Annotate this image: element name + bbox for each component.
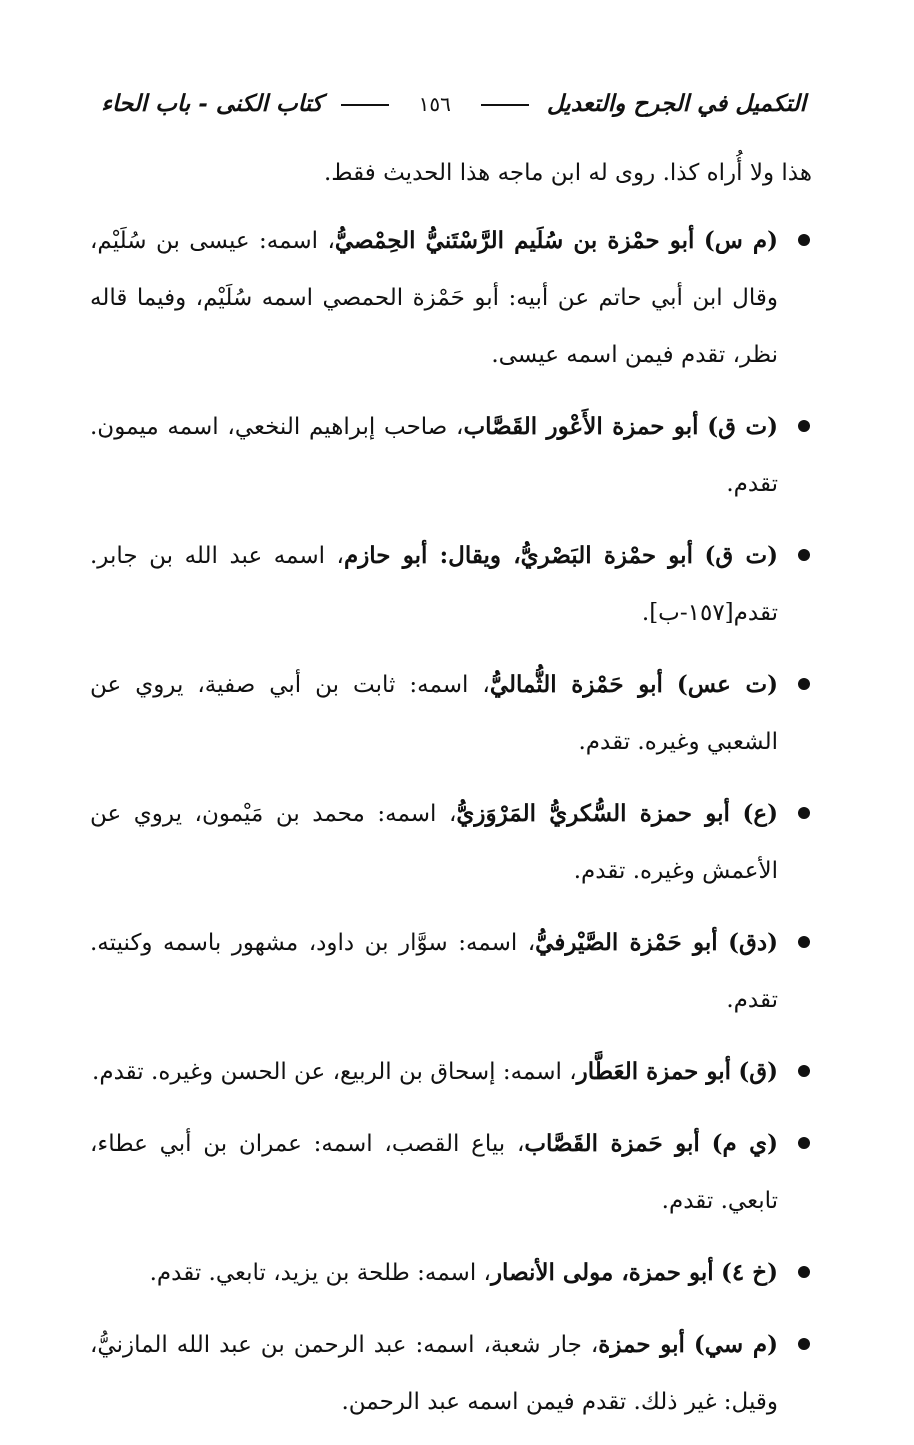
entry-name: أبو حَمزة القَصَّاب	[524, 1130, 700, 1157]
entry-codes: (ت ق)	[707, 413, 778, 440]
bullet-icon	[798, 807, 810, 819]
entry	[90, 656, 812, 771]
entry-name: أبو حمزة العَطَّار	[576, 1058, 732, 1085]
book-title: التكميل في الجرح والتعديل	[546, 90, 806, 117]
entry-text: ، اسمه: محمد بن مَيْمون، يروي عن الأعمش وغيره. تقدم.	[90, 801, 778, 884]
entry-name: أبو حمْزة بن سُلَيم الرَّسْتَنيُّ الحِمْصيُّ	[334, 227, 695, 254]
bullet-icon	[798, 1065, 810, 1077]
entry-codes: (دق)	[728, 929, 778, 956]
entry-text: ، اسمه: ثابت بن أبي صفية، يروي عن الشعبي وغيره. تقدم.	[90, 672, 778, 755]
entry-codes: (ي م)	[711, 1130, 779, 1157]
bullet-icon	[798, 420, 810, 432]
entry-codes: (م سي)	[693, 1331, 778, 1358]
entry	[90, 212, 812, 384]
bullet-icon	[798, 1338, 810, 1350]
entry-text: ، اسمه: عيسى بن سُلَيْم، وقال ابن أبي حاتم عن أبيه: أبو حَمْزة الحمصي اسمه سُلَيْم، وفيما قاله نظر، تقدم فيمن اسمه عيسى.	[90, 228, 778, 368]
entry	[90, 914, 812, 1029]
running-header	[101, 84, 806, 124]
intro-paragraph: هذا ولا أُراه كذا. روى له ابن ماجه هذا الحديث فقط.	[324, 160, 812, 186]
entry-text: ، اسمه عبد الله بن جابر. تقدم[١٥٧-ب].	[90, 543, 778, 626]
entry-codes: (ت ق)	[704, 542, 778, 569]
bullet-icon	[798, 1266, 810, 1278]
section-title: كتاب الكنى - باب الحاء	[101, 90, 323, 117]
entry-name: أبو حمزة	[598, 1331, 685, 1358]
entry	[90, 1043, 812, 1101]
entry	[90, 398, 812, 513]
header-dash-right	[481, 104, 529, 106]
entry-codes: (ع)	[742, 800, 778, 827]
entry-codes: (خ ٤)	[721, 1259, 778, 1286]
entry-text: ، جار شعبة، اسمه: عبد الرحمن بن عبد الله المازنيُّ، وقيل: غير ذلك. تقدم فيمن اسمه عبد الرحمن.	[90, 1332, 778, 1415]
entry-text: ، اسمه: إسحاق بن الربيع، عن الحسن وغيره. تقدم.	[92, 1059, 577, 1085]
bullet-icon	[798, 234, 810, 246]
entry	[90, 527, 812, 642]
page-number: ١٥٦	[418, 92, 451, 116]
entry	[90, 1244, 812, 1302]
header-dash-left	[341, 104, 389, 106]
entry-text: ، اسمه: طلحة بن يزيد، تابعي. تقدم.	[149, 1260, 491, 1286]
entry-name: أبو حمزة الأَعْور القَصَّاب	[463, 413, 699, 440]
entry-name: أبو حمْزة البَصْريُّ، ويقال: أبو حازم	[343, 542, 693, 569]
entry-text: ، بياع القصب، اسمه: عمران بن أبي عطاء، تابعي. تقدم.	[90, 1131, 778, 1214]
entry-text: ، صاحب إبراهيم النخعي، اسمه ميمون. تقدم.	[90, 414, 778, 497]
bullet-icon	[798, 549, 810, 561]
entry	[90, 1316, 812, 1431]
entry	[90, 785, 812, 900]
entry-name: أبو حمزة السُّكريُّ المَرْوَزيُّ	[456, 800, 730, 827]
entry-name: أبو حَمْزة الثُّماليُّ	[489, 671, 663, 698]
bullet-icon	[798, 678, 810, 690]
entry-text: ، اسمه: سوَّار بن داود، مشهور باسمه وكنيته. تقدم.	[90, 930, 778, 1013]
entry-codes: (ق)	[738, 1058, 778, 1085]
bullet-icon	[798, 936, 810, 948]
bullet-icon	[798, 1137, 810, 1149]
page-body	[90, 145, 812, 1445]
entry-codes: (م س)	[703, 227, 779, 254]
entry-name: أبو حمزة، مولى الأنصار	[490, 1259, 714, 1286]
entry	[90, 1115, 812, 1230]
entry-name: أبو حَمْزة الصَّيْرفيُّ	[535, 929, 718, 956]
entry-codes: (ت عس)	[676, 671, 779, 698]
